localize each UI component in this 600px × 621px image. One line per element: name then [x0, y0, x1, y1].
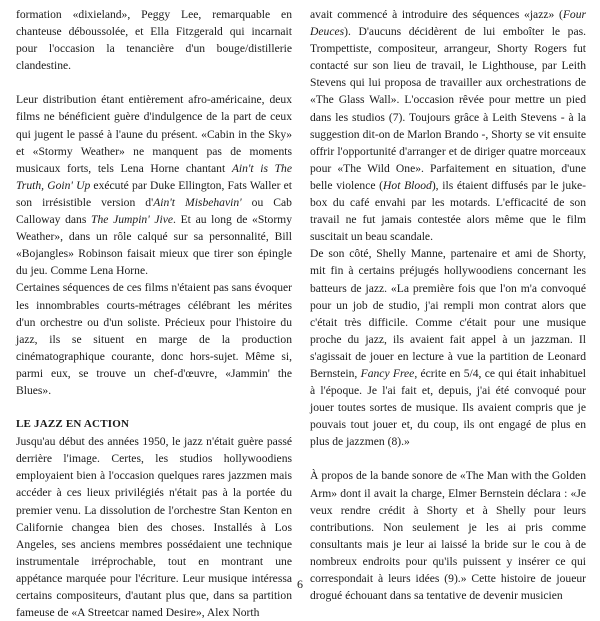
- song-title: Ain't Misbehavin': [153, 195, 242, 209]
- page-number: 6: [297, 577, 303, 591]
- paragraph: À propos de la bande sonore de «The Man with the Golden Arm» dont il avait la charge, Elmer Bernstein déclara : «Je veux rendre crédit à Shorty et à Shelly pour leurs contributions. Non seulement je les ai pris comme consultants mais je leur ai laissé la bride sur le cou à de nombreux endroits pour qu'ils puissent y insérer ce qui correspondait à leurs idées (9).» Cette histoire de joueur drogué échouant dans sa tentative de devenir musicien: [310, 469, 586, 603]
- song-title: Hot Blood: [383, 178, 432, 192]
- paragraph: Leur distribution étant entièrement afro-américaine, deux films ne bénéficient guère d'indulgence de la part de ceux qui jugent le passé à l'aune du présent. «Cabin in the Sky» et «Stormy Weather» ne manquent pas de moments musicaux forts, tels Lena Horne chantant Ain't is The Truth, Goin' Up exécuté par Duke Ellington, Fats Waller et son irrésistible version d'Ain't Misbehavin' ou Cab Calloway dans The Jumpin' Jive. Et au long de «Stormy Weather», dans un rôle calqué sur sa personnalité, Bill «Bojangles» Robinson faisait mieux que tirer son épingle du jeu. Comme Lena Horne.: [16, 93, 293, 278]
- paragraph: Certaines séquences de ces films n'étaient pas sans évoquer les innombrables courts-métrages célébrant les mérites d'un orchestre ou d'un soliste. Précieux pour l'histoire du jazz, ils se situent en marge de la production cinématographique courante, donc hors-sujet. Même si, parmi eux, se trouve un chef-d'œuvre, «Jammin' the Blues».: [16, 281, 292, 397]
- left-column: [16, 6, 292, 621]
- section-heading: LE JAZZ EN ACTION: [16, 418, 130, 431]
- paragraph: avait commencé à introduire des séquences «jazz» (Four Deuces). D'aucuns décidèrent de lui emboîter le pas. Trompettiste, compositeur, arrangeur, Shorty Rogers fut contacté sur son lieu de travail, le Lighthouse, par Leith Stevens qui lui proposa de travailler aux orchestrations de «The Glass Wall». L'occasion rêvée pour mettre un pied dans les studios (7). Toujours grâce à Leith Stevens - à la suggestion dit-on de Marlon Brando -, Shorty se vit ensuite offrir l'opportunité d'arranger et de diriger quatre morceaux pour «The Wild One». Parfaitement en situation, d'une belle violence (Hot Blood), ils étaient diffusés par le juke-box du café envahi par les motards. L'efficacité de son travail ne fut jamais contestée alors même que le film suscitait un beau scandale.: [310, 8, 587, 244]
- paragraph: formation «dixieland», Peggy Lee, remarquable en chanteuse déboussolée, et Ella Fitzgerald qui incarnait pour l'occasion la tenancière d'un bouge/distillerie clandestine.: [16, 8, 292, 73]
- song-title: The Jumpin' Jive: [91, 213, 174, 227]
- song-title: Fancy Free: [360, 366, 415, 380]
- right-column: [310, 6, 586, 604]
- song-title: Four Deuces: [310, 8, 586, 39]
- song-title: Ain't is The Truth, Goin' Up: [16, 161, 292, 192]
- paragraph: De son côté, Shelly Manne, partenaire et ami de Shorty, mit fin à certains préjugés hollywoodiens concernant les batteurs de jazz. «La première fois que l'on m'a convoqué pour un job de studio, j'ai rempli mon contrat alors que c'était très difficile. Comme c'était pour une musique proche du jazz, ils avaient fait appel à un jazzman. Il s'agissait de jouer en lecture à vue la partition de Leonard Bernstein, Fancy Free, écrite en 5/4, ce qui était inhabituel à l'époque. Je l'ai fait et, depuis, j'ai été convoqué pour jouer toutes sortes de musique. Ils avaient compris que je pouvais tout jouer et, du coup, ils ont engagé de plus en plus de jazzmen (8).»: [310, 247, 586, 449]
- paragraph: Jusqu'au début des années 1950, le jazz n'était guère passé derrière l'image. Certes, les studios hollywoodiens employaient bien à l'occasion quelques rares jazzmen mais accéder à ces lieux privilégiés n'était pas à la portée du premier venu. La dissolution de l'orchestre Stan Kenton en Californie changea bien des choses. Installés à Los Angeles, ses anciens membres possédaient une technique instrumentale irréprochable, tout en montrant une appétance marquée pour l'écriture. Leur musique intéressa certains compositeurs, d'autant plus que, dans sa partition fameuse de «A Streetcar named Desire», Alex North: [16, 435, 292, 620]
